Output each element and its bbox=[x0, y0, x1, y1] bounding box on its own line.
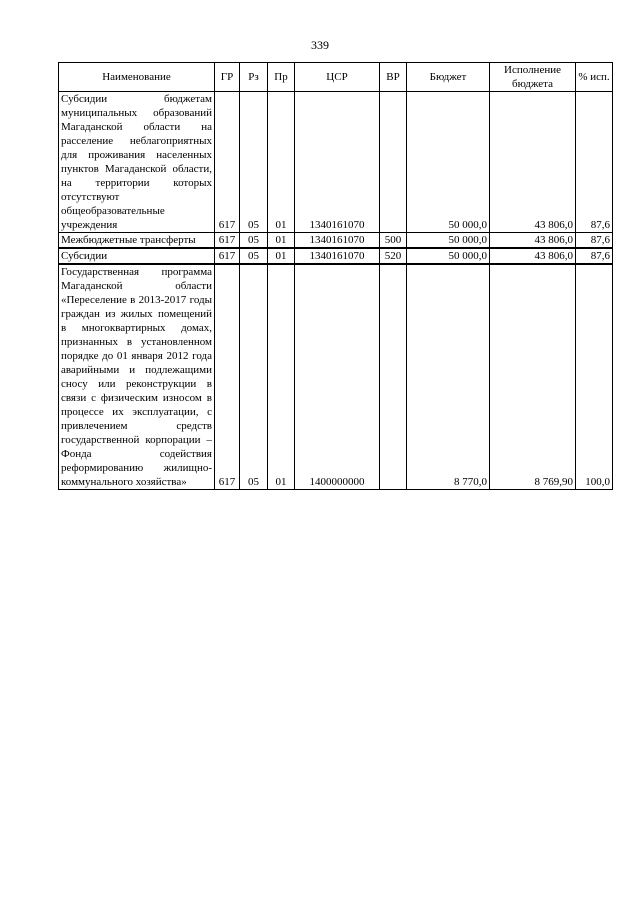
header-name: Наименование bbox=[59, 63, 215, 92]
header-csr: ЦСР bbox=[295, 63, 380, 92]
row-gr: 617 bbox=[215, 264, 240, 490]
row-rz: 05 bbox=[240, 233, 268, 249]
row-csr: 1400000000 bbox=[295, 264, 380, 490]
row-gr: 617 bbox=[215, 92, 240, 233]
row-gr: 617 bbox=[215, 248, 240, 264]
row-name: Субсидии bbox=[59, 248, 215, 264]
row-vr bbox=[380, 264, 407, 490]
row-name: Государственная программа Магаданской области «Переселение в 2013-2017 годы граждан из жилых помещений в многоквартирных домах, признанных в установленном порядке до 01 января 2012 года аварийными и подлежащими сносу или реконструкции в связи с физическим износом в процессе их эксплуатации, с привлечением средств государственной корпорации – Фонда содействия реформированию жилищно-коммунального хозяйства» bbox=[59, 264, 215, 490]
row-rz: 05 bbox=[240, 92, 268, 233]
row-rz: 05 bbox=[240, 264, 268, 490]
header-pr: Пр bbox=[268, 63, 295, 92]
budget-table bbox=[58, 62, 613, 490]
header-gr: ГР bbox=[215, 63, 240, 92]
row-budget: 8 770,0 bbox=[407, 264, 490, 490]
row-execution: 43 806,0 bbox=[490, 92, 576, 233]
row-vr: 500 bbox=[380, 233, 407, 249]
row-rz: 05 bbox=[240, 248, 268, 264]
table-row bbox=[59, 233, 613, 249]
row-vr bbox=[380, 92, 407, 233]
row-pr: 01 bbox=[268, 92, 295, 233]
header-rz: Рз bbox=[240, 63, 268, 92]
row-csr: 1340161070 bbox=[295, 92, 380, 233]
row-csr: 1340161070 bbox=[295, 248, 380, 264]
header-budget: Бюджет bbox=[407, 63, 490, 92]
row-csr: 1340161070 bbox=[295, 233, 380, 249]
row-budget: 50 000,0 bbox=[407, 248, 490, 264]
row-pr: 01 bbox=[268, 264, 295, 490]
header-execution: Исполнение бюджета bbox=[490, 63, 576, 92]
header-vr: ВР bbox=[380, 63, 407, 92]
table-row bbox=[59, 92, 613, 233]
row-execution: 8 769,90 bbox=[490, 264, 576, 490]
row-pr: 01 bbox=[268, 248, 295, 264]
page-number: 339 bbox=[311, 38, 329, 52]
row-pr: 01 bbox=[268, 233, 295, 249]
row-execution: 43 806,0 bbox=[490, 248, 576, 264]
row-percent: 87,6 bbox=[576, 233, 613, 249]
header-percent: % исп. bbox=[576, 63, 613, 92]
table-row bbox=[59, 264, 613, 490]
row-budget: 50 000,0 bbox=[407, 92, 490, 233]
row-execution: 43 806,0 bbox=[490, 233, 576, 249]
row-percent: 100,0 bbox=[576, 264, 613, 490]
row-gr: 617 bbox=[215, 233, 240, 249]
row-name: Межбюджетные трансферты bbox=[59, 233, 215, 249]
row-vr: 520 bbox=[380, 248, 407, 264]
table-header-row bbox=[59, 63, 613, 92]
row-percent: 87,6 bbox=[576, 248, 613, 264]
row-name: Субсидии бюджетам муниципальных образований Магаданской области на расселение неблагоприятных для проживания населенных пунктов Магаданской области, на территории которых отсутствуют общеобразовательные учреждения bbox=[59, 92, 215, 233]
row-percent: 87,6 bbox=[576, 92, 613, 233]
row-budget: 50 000,0 bbox=[407, 233, 490, 249]
table-row bbox=[59, 248, 613, 264]
